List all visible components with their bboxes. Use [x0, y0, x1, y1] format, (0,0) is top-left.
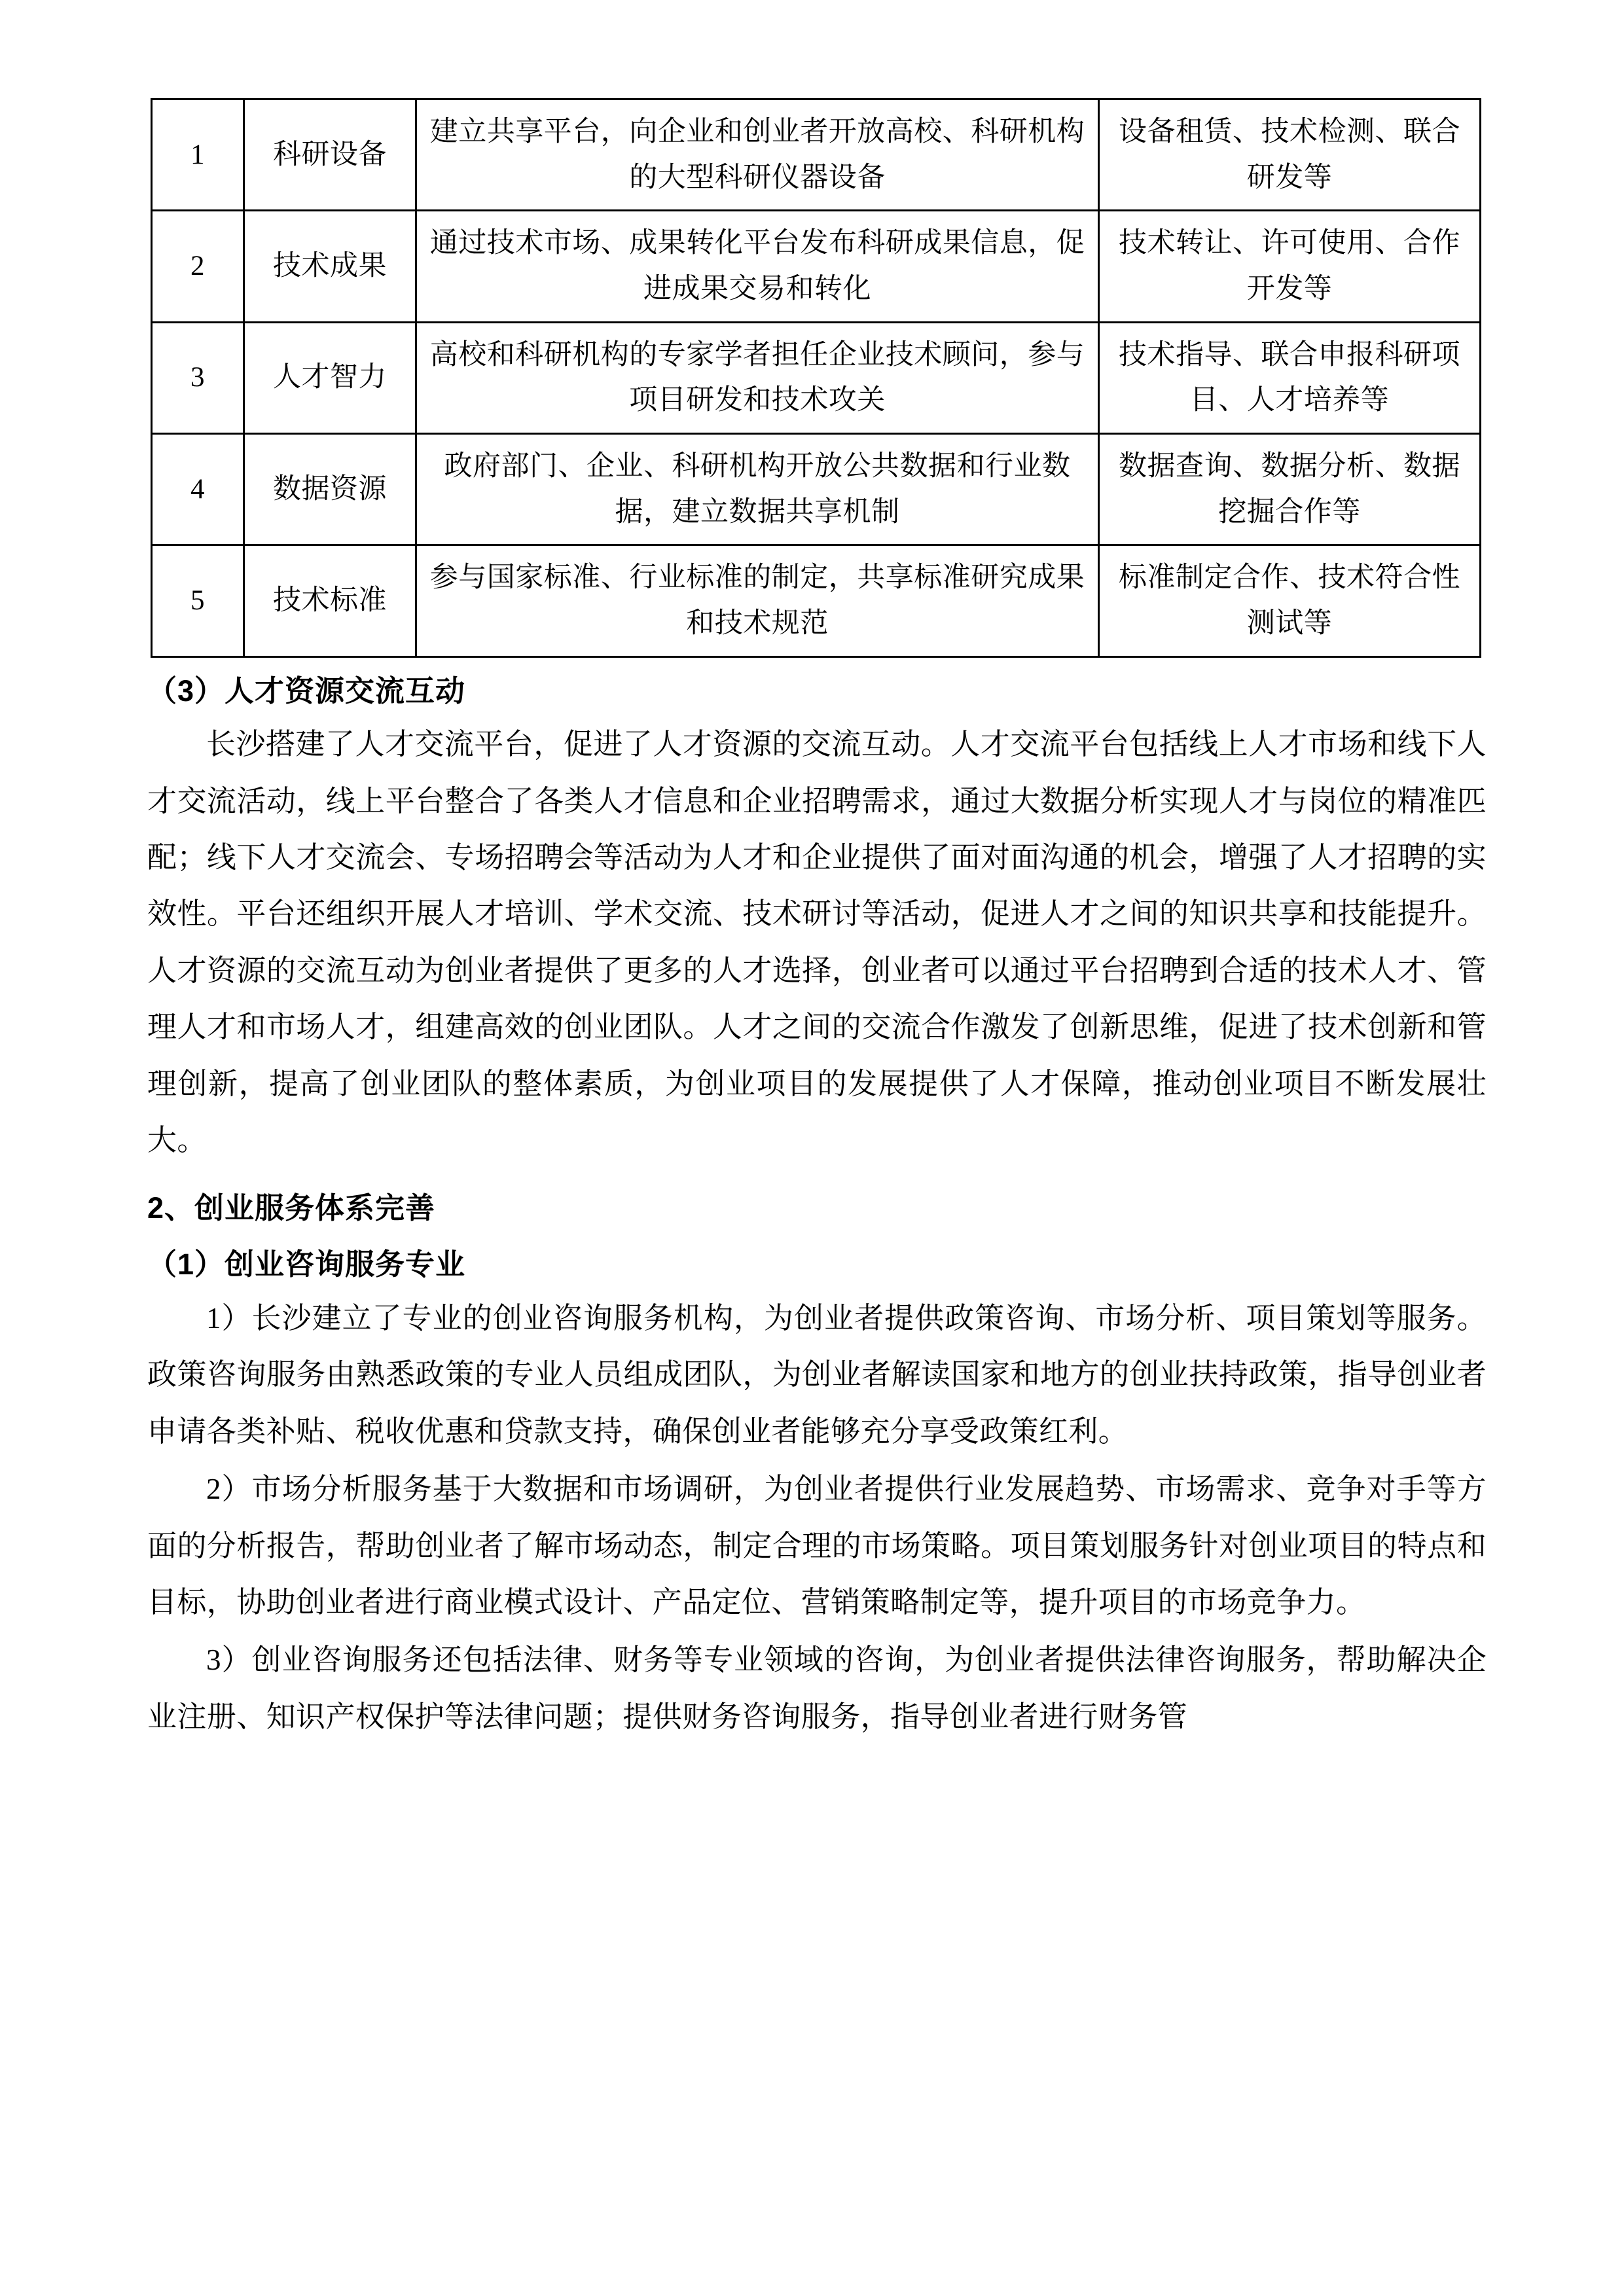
resource-sharing-table [151, 98, 1481, 658]
heading-consulting-service: （1）创业咨询服务专业 [147, 1247, 466, 1282]
table-cell-cooperation: 数据查询、数据分析、数据挖掘合作等 [1099, 433, 1481, 545]
table-cell-kind: 数据资源 [244, 433, 416, 545]
table-cell-kind: 人才智力 [244, 322, 416, 433]
table-row [152, 433, 1481, 545]
table-cell-index: 2 [152, 211, 244, 322]
table-cell-cooperation: 标准制定合作、技术符合性测试等 [1099, 545, 1481, 656]
table-cell-cooperation: 技术指导、联合申报科研项目、人才培养等 [1099, 322, 1481, 433]
table-cell-kind: 科研设备 [244, 99, 416, 211]
table-cell-index: 4 [152, 433, 244, 545]
heading-service-system: 2、创业服务体系完善 [147, 1191, 436, 1225]
table-cell-kind: 技术标准 [244, 545, 416, 656]
paragraph-consulting-item-2: 2）市场分析服务基于大数据和市场调研，为创业者提供行业发展趋势、市场需求、竞争对手等方面的分析报告，帮助创业者了解市场动态，制定合理的市场策略。项目策划服务针对创业项目的特点和目标，协助创业者进行商业模式设计、产品定位、营销策略制定等，提升项目的市场竞争力。 [147, 1473, 1487, 1619]
table-row [152, 211, 1481, 322]
table-cell-description: 参与国家标准、行业标准的制定，共享标准研究成果和技术规范 [416, 545, 1099, 656]
table-body [152, 99, 1481, 657]
table-cell-cooperation: 设备租赁、技术检测、联合研发等 [1099, 99, 1481, 211]
table-cell-index: 3 [152, 322, 244, 433]
paragraph-consulting-item-1: 1）长沙建立了专业的创业咨询服务机构，为创业者提供政策咨询、市场分析、项目策划等服务。政策咨询服务由熟悉政策的专业人员组成团队，为创业者解读国家和地方的创业扶持政策，指导创业者申请各类补贴、税收优惠和贷款支持，确保创业者能够充分享受政策红利。 [147, 1301, 1487, 1448]
table-cell-index: 5 [152, 545, 244, 656]
table-cell-description: 建立共享平台，向企业和创业者开放高校、科研机构的大型科研仪器设备 [416, 99, 1099, 211]
table-row [152, 322, 1481, 433]
table-cell-kind: 技术成果 [244, 211, 416, 322]
paragraph-talent-exchange: 长沙搭建了人才交流平台，促进了人才资源的交流互动。人才交流平台包括线上人才市场和线下人才交流活动，线上平台整合了各类人才信息和企业招聘需求，通过大数据分析实现人才与岗位的精准匹配；线下人才交流会、专场招聘会等活动为人才和企业提供了面对面沟通的机会，增强了人才招聘的实效性。平台还组织开展人才培训、学术交流、技术研讨等活动，促进人才之间的知识共享和技能提升。人才资源的交流互动为创业者提供了更多的人才选择，创业者可以通过平台招聘到合适的技术人才、管理人才和市场人才，组建高效的创业团队。人才之间的交流合作激发了创新思维，促进了技术创新和管理创新，提高了创业团队的整体素质，为创业项目的发展提供了人才保障，推动创业项目不断发展壮大。 [147, 728, 1487, 1157]
table-cell-cooperation: 技术转让、许可使用、合作开发等 [1099, 211, 1481, 322]
table-cell-description: 政府部门、企业、科研机构开放公共数据和行业数据，建立数据共享机制 [416, 433, 1099, 545]
table-cell-description: 通过技术市场、成果转化平台发布科研成果信息，促进成果交易和转化 [416, 211, 1099, 322]
document-body [147, 98, 1487, 1745]
heading-talent-exchange: （3）人才资源交流互动 [147, 673, 466, 708]
table-row [152, 545, 1481, 656]
table-cell-description: 高校和科研机构的专家学者担任企业技术顾问，参与项目研发和技术攻关 [416, 322, 1099, 433]
paragraph-consulting-item-3: 3）创业咨询服务还包括法律、财务等专业领域的咨询，为创业者提供法律咨询服务，帮助解决企业注册、知识产权保护等法律问题；提供财务咨询服务，指导创业者进行财务管 [147, 1643, 1487, 1733]
table-cell-index: 1 [152, 99, 244, 211]
table-row [152, 99, 1481, 211]
